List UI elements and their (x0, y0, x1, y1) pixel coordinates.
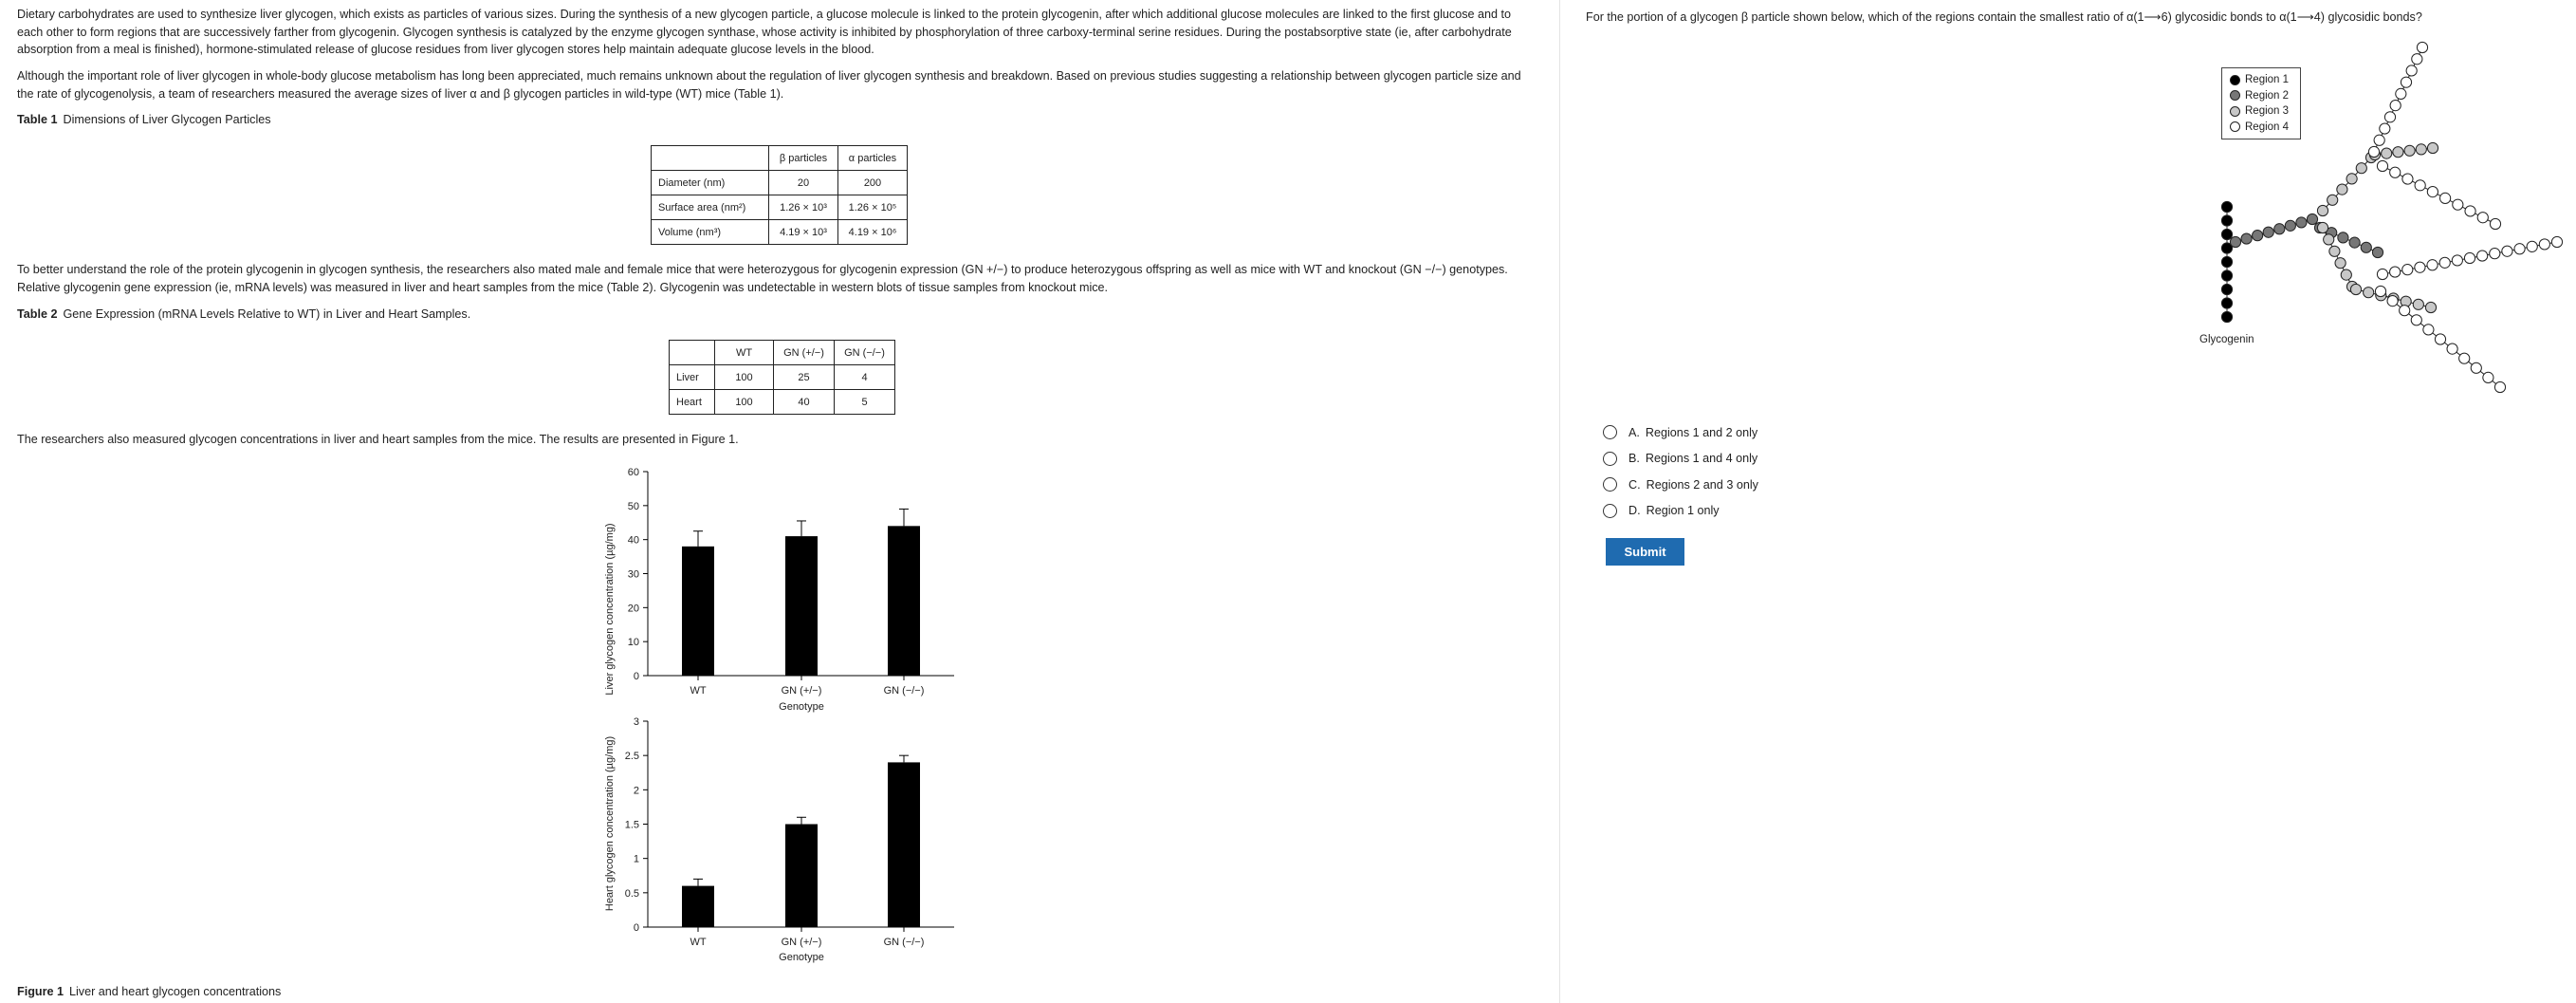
glucose-region-2 (2285, 220, 2295, 231)
glucose-region-4 (2390, 101, 2401, 111)
glucose-region-4 (2402, 174, 2413, 184)
glucose-region-4 (2440, 193, 2451, 203)
glucose-region-4 (2415, 262, 2425, 272)
table2-cell: 40 (774, 390, 835, 415)
glucose-region-3 (2329, 246, 2340, 256)
table2-header-cell: WT (715, 341, 774, 365)
table2-label: Table 2 (17, 307, 58, 321)
glycogenin-label: Glycogenin (2199, 334, 2254, 345)
choice-text: Region 1 only (1646, 504, 1720, 518)
y-tick-label: 0 (633, 671, 639, 682)
glucose-region-4 (2375, 286, 2385, 296)
glucose-region-2 (2263, 227, 2273, 237)
glucose-region-3 (2350, 284, 2361, 294)
glucose-region-3 (2382, 148, 2392, 158)
bar (785, 536, 818, 676)
glucose-region-1 (2221, 270, 2232, 281)
glucose-region-3 (2346, 174, 2357, 184)
table2-cell: 100 (715, 390, 774, 415)
radio-button[interactable] (1603, 425, 1617, 439)
glucose-region-1 (2221, 229, 2232, 239)
y-tick-label: 1.5 (624, 819, 639, 831)
glucose-region-4 (2427, 187, 2438, 197)
glucose-region-4 (2427, 260, 2438, 270)
glucose-region-2 (2241, 233, 2252, 244)
glucose-region-3 (2404, 145, 2415, 156)
bar (682, 886, 714, 927)
table1-cell: 200 (838, 171, 908, 195)
glucose-region-4 (2377, 269, 2387, 279)
legend-item (2230, 72, 2300, 88)
table2-row-label: Liver (670, 365, 715, 390)
choice-text: Regions 1 and 2 only (1645, 425, 1758, 439)
glucose-region-2 (2296, 217, 2307, 228)
table1-title: Dimensions of Liver Glycogen Particles (63, 113, 271, 126)
glucose-region-4 (2539, 239, 2549, 250)
radio-button[interactable] (1603, 504, 1617, 518)
glucose-region-4 (2483, 372, 2493, 382)
glucose-region-3 (2328, 195, 2338, 205)
x-tick-label: GN (+/−) (781, 937, 822, 948)
glucose-region-4 (2490, 218, 2500, 229)
x-tick-label: WT (690, 937, 707, 948)
glucose-region-1 (2221, 215, 2232, 226)
glucose-region-4 (2459, 353, 2470, 363)
question-text: For the portion of a glycogen β particle shown below, which of the regions contain the smallest ratio of α(1⟶6) glycosidic bonds to α(1⟶4) glycosidic bonds? (1586, 10, 2422, 24)
y-axis-label: Liver glycogen concentration (µg/mg) (604, 523, 616, 696)
choice-letter: A. (1628, 425, 1640, 439)
glucose-region-3 (2317, 205, 2328, 215)
y-tick-label: 60 (627, 467, 639, 478)
glucose-region-2 (2349, 237, 2360, 248)
legend-label: Region 4 (2245, 121, 2290, 133)
choice-b[interactable] (1603, 446, 1758, 473)
glucose-region-3 (2335, 258, 2346, 269)
glucose-region-4 (2396, 88, 2406, 99)
glucose-region-4 (2490, 249, 2500, 259)
y-tick-label: 2.5 (624, 751, 639, 763)
glucose-region-4 (2477, 213, 2488, 223)
table2-header-cell: GN (+/−) (774, 341, 835, 365)
glucose-region-1 (2221, 311, 2232, 322)
choice-text: Regions 2 and 3 only (1646, 477, 1758, 492)
table1-cell: 4.19 × 10³ (769, 220, 838, 245)
table2-header-cell: GN (−/−) (835, 341, 895, 365)
bar (888, 762, 920, 927)
passage-paragraph-4: The researchers also measured glycogen concentrations in liver and heart samples from the mice. The results are presented in Figure 1. (17, 433, 739, 446)
choice-c[interactable] (1603, 472, 1758, 498)
glycogen-particle-diagram (1561, 0, 2576, 418)
table2-title: Gene Expression (mRNA Levels Relative to WT) in Liver and Heart Samples. (63, 307, 471, 321)
glucose-region-4 (2453, 199, 2463, 210)
glucose-region-3 (2393, 147, 2403, 158)
glucose-region-2 (2253, 231, 2263, 241)
glucose-region-4 (2452, 255, 2462, 266)
glucose-region-4 (2494, 381, 2505, 392)
glucose-region-4 (2464, 252, 2475, 263)
glucose-region-4 (2401, 77, 2411, 87)
bar (785, 825, 818, 928)
bar (682, 547, 714, 676)
glucose-region-4 (2390, 267, 2401, 277)
glucose-region-1 (2221, 298, 2232, 308)
glucose-region-3 (2356, 163, 2366, 174)
glucose-region-3 (2425, 302, 2436, 312)
glucose-region-4 (2387, 296, 2398, 306)
glucose-region-4 (2527, 241, 2537, 251)
glucose-region-4 (2514, 244, 2525, 254)
legend-label: Region 1 (2245, 74, 2290, 85)
glucose-region-4 (2417, 42, 2427, 52)
glucose-region-1 (2221, 201, 2232, 212)
choice-a[interactable] (1603, 419, 1758, 446)
figure1-label: Figure 1 (17, 985, 64, 998)
y-axis-label: Heart glycogen concentration (µg/mg) (604, 735, 616, 912)
glucose-region-1 (2221, 284, 2232, 294)
x-tick-label: GN (−/−) (883, 685, 925, 697)
glucose-region-4 (2368, 146, 2379, 157)
glucose-region-4 (2471, 362, 2481, 373)
glucose-region-2 (2361, 242, 2371, 252)
glucose-region-4 (2551, 236, 2562, 247)
choice-letter: B. (1628, 452, 1640, 466)
x-tick-label: GN (+/−) (781, 685, 822, 697)
glucose-region-4 (2423, 325, 2434, 335)
glucose-region-3 (2413, 299, 2423, 309)
legend-label: Region 2 (2245, 89, 2290, 102)
figure1-title: Liver and heart glycogen concentrations (69, 985, 282, 998)
passage-paragraph-2: Although the important role of liver glycogen in whole-body glucose metabolism has long been appreciated, much remains unknown about the regulation of liver glycogen synthesis and breakdown. Based on previous studies suggesting a relationship between glycogen particle size and the rate of glycogenolysis, a team of researchers measured the average sizes of liver α and β glycogen particles in wild-type (WT) mice (Table 1). (17, 69, 1521, 101)
table1-cell: 1.26 × 10³ (769, 195, 838, 220)
table2-cell: 100 (715, 365, 774, 390)
table1-header-cell: α particles (838, 146, 908, 171)
glucose-region-4 (2377, 160, 2387, 171)
table2-row-label: Heart (670, 390, 715, 415)
answer-choices (1603, 419, 1758, 524)
table1-header-cell: β particles (769, 146, 838, 171)
x-tick-label: WT (690, 685, 707, 697)
glucose-region-1 (2221, 256, 2232, 267)
glucose-region-4 (2435, 334, 2445, 344)
glucose-region-4 (2439, 257, 2450, 268)
table1-cell: 20 (769, 171, 838, 195)
y-tick-label: 0.5 (624, 887, 639, 900)
glucose-region-3 (2324, 234, 2334, 245)
glucose-region-4 (2415, 180, 2425, 191)
glucose-region-4 (2406, 65, 2417, 76)
table1-cell: 1.26 × 10⁵ (838, 195, 908, 220)
table2-cell: 25 (774, 365, 835, 390)
bar (888, 526, 920, 676)
legend-item (2230, 103, 2300, 120)
y-tick-label: 50 (627, 500, 639, 512)
choice-letter: C. (1628, 477, 1641, 492)
region-3-swatch (2230, 106, 2240, 117)
x-axis-label: Genotype (779, 952, 824, 963)
glucose-region-3 (2337, 184, 2347, 195)
glucose-region-3 (2341, 269, 2351, 280)
glucose-region-3 (2317, 222, 2328, 232)
table1-row-label: Surface area (nm²) (652, 195, 769, 220)
glucose-region-4 (2412, 54, 2422, 65)
glucose-region-4 (2465, 206, 2475, 216)
table1-row-label: Diameter (nm) (652, 171, 769, 195)
y-tick-label: 40 (627, 534, 639, 547)
legend-label: Region 3 (2245, 105, 2290, 117)
glucose-region-4 (2502, 246, 2512, 256)
glucose-region-3 (2364, 288, 2374, 298)
radio-button[interactable] (1603, 477, 1617, 492)
glucose-region-4 (2411, 315, 2421, 325)
table2-cell: 4 (835, 365, 895, 390)
glucose-region-3 (2427, 142, 2438, 153)
y-tick-label: 10 (627, 637, 639, 649)
region-legend (2221, 67, 2301, 139)
y-tick-label: 0 (633, 922, 639, 934)
glucose-region-4 (2477, 251, 2488, 261)
table1-cell: 4.19 × 10⁶ (838, 220, 908, 245)
glucose-region-4 (2384, 112, 2395, 122)
bar-chart-1 (604, 467, 954, 713)
table1-label: Table 1 (17, 113, 58, 126)
glucose-region-4 (2402, 265, 2413, 275)
table2-cell: 5 (835, 390, 895, 415)
radio-button[interactable] (1603, 452, 1617, 466)
y-tick-label: 1 (633, 853, 639, 865)
bar-chart-2 (604, 716, 954, 963)
x-tick-label: GN (−/−) (883, 937, 925, 948)
table1-row-label: Volume (nm³) (652, 220, 769, 245)
question-pane (1561, 0, 2576, 1003)
glucose-region-4 (2374, 135, 2384, 145)
choice-text: Regions 1 and 4 only (1645, 452, 1758, 466)
glucose-region-2 (2338, 232, 2348, 243)
submit-button[interactable]: Submit (1606, 538, 1684, 566)
glucose-region-2 (2230, 236, 2240, 247)
glucose-region-4 (2447, 344, 2457, 354)
region-4-swatch (2230, 121, 2240, 132)
y-tick-label: 2 (633, 785, 639, 797)
passage-paragraph-1: Dietary carbohydrates are used to synthesize liver glycogen, which exists as particles of various sizes. During the synthesis of a new glycogen particle, a glucose molecule is linked to the protein glycogenin, after which additional glucose molecules are linked to the first glucose and to each other to form regions that are successively farther from glycogenin. Glycogen synthesis is catalyzed by the enzyme glycogen synthase, whose activity is inhibited by phosphorylation of three carboxy-terminal serine residues. During the postabsorptive state (ie, after carbohydrate absorption from a meal is finished), hormone-stimulated release of glucose residues from liver glycogen stores help maintain adequate glucose levels in the blood. (17, 8, 1512, 57)
choice-d[interactable] (1603, 498, 1758, 525)
figure1-caption (17, 983, 281, 1000)
x-axis-label: Genotype (779, 701, 824, 713)
legend-item (2230, 120, 2300, 136)
legend-item (2230, 88, 2300, 104)
glucose-region-2 (2307, 214, 2317, 224)
glucose-region-2 (2274, 224, 2285, 234)
glucose-region-4 (2400, 306, 2410, 316)
y-tick-label: 30 (627, 568, 639, 581)
glucose-region-4 (2390, 167, 2401, 177)
y-tick-label: 20 (627, 603, 639, 615)
region-2-swatch (2230, 90, 2240, 101)
glucose-region-4 (2380, 123, 2390, 134)
choice-letter: D. (1628, 504, 1641, 518)
passage-paragraph-3: To better understand the role of the protein glycogenin in glycogen synthesis, the researchers also mated male and female mice that were heterozygous for glycogenin expression (GN +/−) to produce heterozygous offspring as well as mice with WT and knockout (GN −/−) genotypes. Relative glycogenin gene expression (ie, mRNA levels) was measured in liver and heart samples from the mice (Table 2). Glycogenin was undetectable in western blots of tissue samples from knockout mice. (17, 263, 1508, 294)
glucose-region-3 (2416, 144, 2426, 155)
y-tick-label: 3 (633, 716, 639, 728)
region-1-swatch (2230, 75, 2240, 85)
glucose-region-2 (2372, 247, 2383, 257)
